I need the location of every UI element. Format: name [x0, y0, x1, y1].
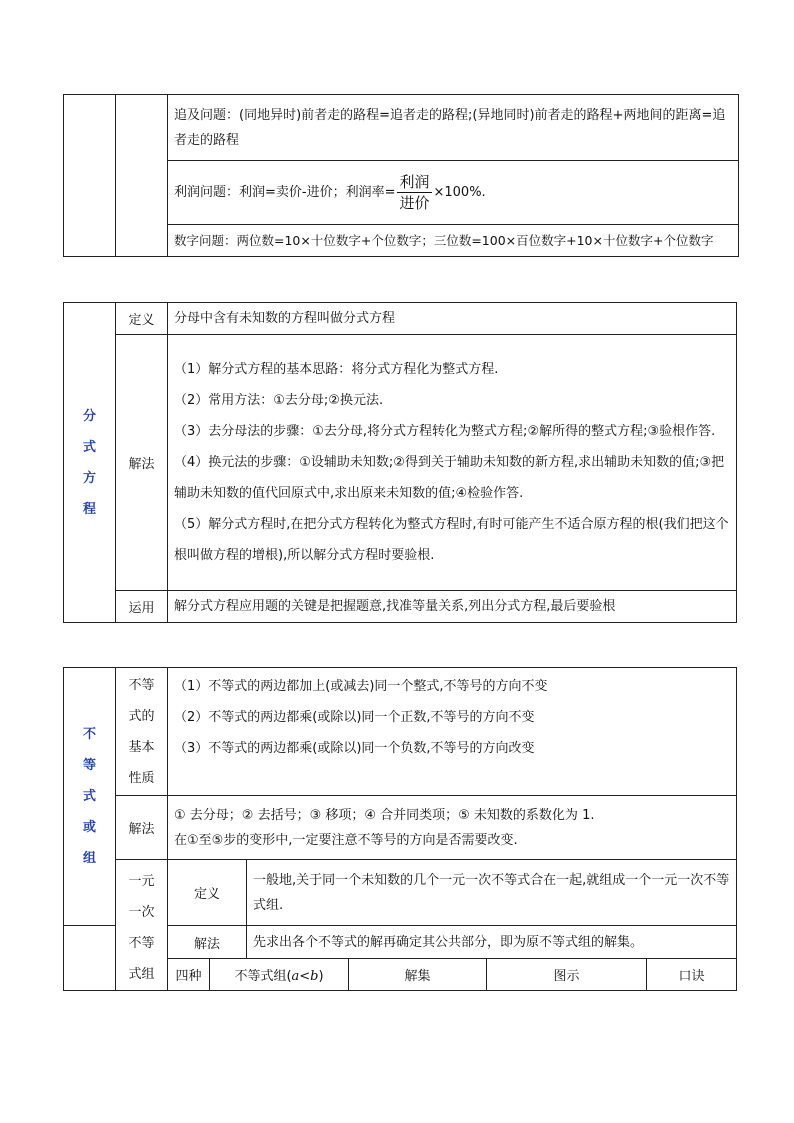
- side-char: 组: [82, 851, 96, 866]
- property-line: （2）不等式的两边都乘(或除以)同一个正数,不等号的方向不变: [174, 710, 535, 725]
- header-inequality-system: [210, 959, 349, 991]
- system-definition-text: 一般地,关于同一个未知数的几个一元一次不等式合在一起,就组成一个一元一次不等式组.: [247, 860, 737, 926]
- side-char: 方: [82, 470, 96, 486]
- side-char: 式: [82, 439, 96, 455]
- basic-property-text: [168, 668, 737, 796]
- property-line: （1）不等式的两边都加上(或减去)同一个整式,不等号的方向不变: [174, 679, 548, 694]
- header-suffix: ): [318, 969, 324, 984]
- application-text: 解分式方程应用题的关键是把握题意,找准等量关系,列出分式方程,最后要验根: [168, 591, 737, 623]
- profit-rate-fraction: [397, 172, 431, 213]
- system-solution-text: 先求出各个不等式的解再确定其公共部分，即为原不等式组的解集。: [247, 926, 737, 959]
- header-prefix: 不等式组(: [234, 969, 292, 984]
- profit-problem-prefix: 利润问题：利润=卖价-进价；利润率=: [174, 185, 396, 200]
- solution-label: 解法: [116, 335, 168, 591]
- profit-problem-suffix: ×100%.: [433, 185, 486, 200]
- side-char: 等: [82, 758, 96, 773]
- property-line: （3）不等式的两边都乘(或除以)同一个负数,不等号的方向改变: [174, 741, 535, 756]
- side-char: 式: [82, 789, 96, 804]
- inequality-side-label: [64, 668, 116, 926]
- header-variable: a<b: [291, 969, 319, 984]
- solution-line: （5）解分式方程时,在把分式方程转化为整式方程时,有时可能产生不适合原方程的根(我们把这个根叫做方程的增根),所以解分式方程时要验根.: [174, 517, 729, 563]
- table-inequality: [63, 667, 737, 991]
- definition-label: 定义: [116, 303, 168, 335]
- header-solution-set: 解集: [349, 959, 487, 991]
- header-four-kinds: 四种: [168, 959, 210, 991]
- system-definition-label: 定义: [168, 860, 247, 926]
- definition-text: 分母中含有未知数的方程叫做分式方程: [168, 303, 737, 335]
- solution-text: [168, 335, 737, 591]
- application-label: 运用: [116, 591, 168, 623]
- empty-side-cell: [64, 926, 116, 991]
- profit-problem-cell: [168, 161, 739, 225]
- header-mnemonic: 口诀: [647, 959, 737, 991]
- fraction-denominator: 进价: [399, 194, 430, 212]
- empty-category-cell: [64, 95, 116, 257]
- table-word-problems: [63, 94, 739, 257]
- empty-subcategory-cell: [116, 95, 168, 257]
- label-part: 不等: [128, 936, 155, 951]
- solution-line: （3）去分母法的步骤：①去分母,将分式方程转化为整式方程;②解所得的整式方程;③验根作答.: [174, 424, 716, 439]
- basic-property-label: [116, 668, 168, 796]
- label-part: 式组: [128, 967, 155, 982]
- side-char: 程: [82, 501, 96, 517]
- digit-problem-text: 数字问题：两位数=10×十位数字+个位数字；三位数=100×百位数字+10×十位数字+个位数字: [168, 225, 739, 257]
- side-char: 不: [82, 727, 96, 742]
- chase-problem-text: 追及问题：(同地异时)前者走的路程=追者走的路程;(异地同时)前者走的路程+两地间的距离=追者走的路程: [168, 95, 739, 161]
- label-part: 一次: [128, 905, 155, 920]
- solution-line: ① 去分母；② 去括号；③ 移项；④ 合并同类项；⑤ 未知数的系数化为 1.: [174, 807, 595, 823]
- side-char: 分: [82, 408, 96, 424]
- solution-line: （1）解分式方程的基本思路：将分式方程化为整式方程.: [174, 362, 499, 377]
- fraction-numerator: 利润: [399, 173, 430, 191]
- label-part: 一元: [128, 874, 155, 889]
- solution-label: 解法: [116, 796, 168, 860]
- fractional-equation-side-label: [64, 303, 116, 623]
- label-part: 不等: [128, 677, 155, 693]
- system-label: [116, 860, 168, 991]
- solution-text: [168, 796, 737, 860]
- solution-line: （2）常用方法：①去分母;②换元法.: [174, 393, 384, 408]
- system-solution-label: 解法: [168, 926, 247, 959]
- side-char: 或: [82, 820, 96, 835]
- label-part: 基本: [128, 739, 155, 755]
- table-fractional-equation: [63, 302, 737, 623]
- label-part: 性质: [128, 770, 155, 786]
- header-diagram: 图示: [487, 959, 647, 991]
- solution-line: （4）换元法的步骤：①设辅助未知数;②得到关于辅助未知数的新方程,求出辅助未知数的值;③把辅助未知数的值代回原式中,求出原来未知数的值;④检验作答.: [174, 455, 725, 501]
- solution-line: 在①至⑤步的变形中,一定要注意不等号的方向是否需要改变.: [174, 832, 518, 848]
- label-part: 式的: [128, 708, 155, 724]
